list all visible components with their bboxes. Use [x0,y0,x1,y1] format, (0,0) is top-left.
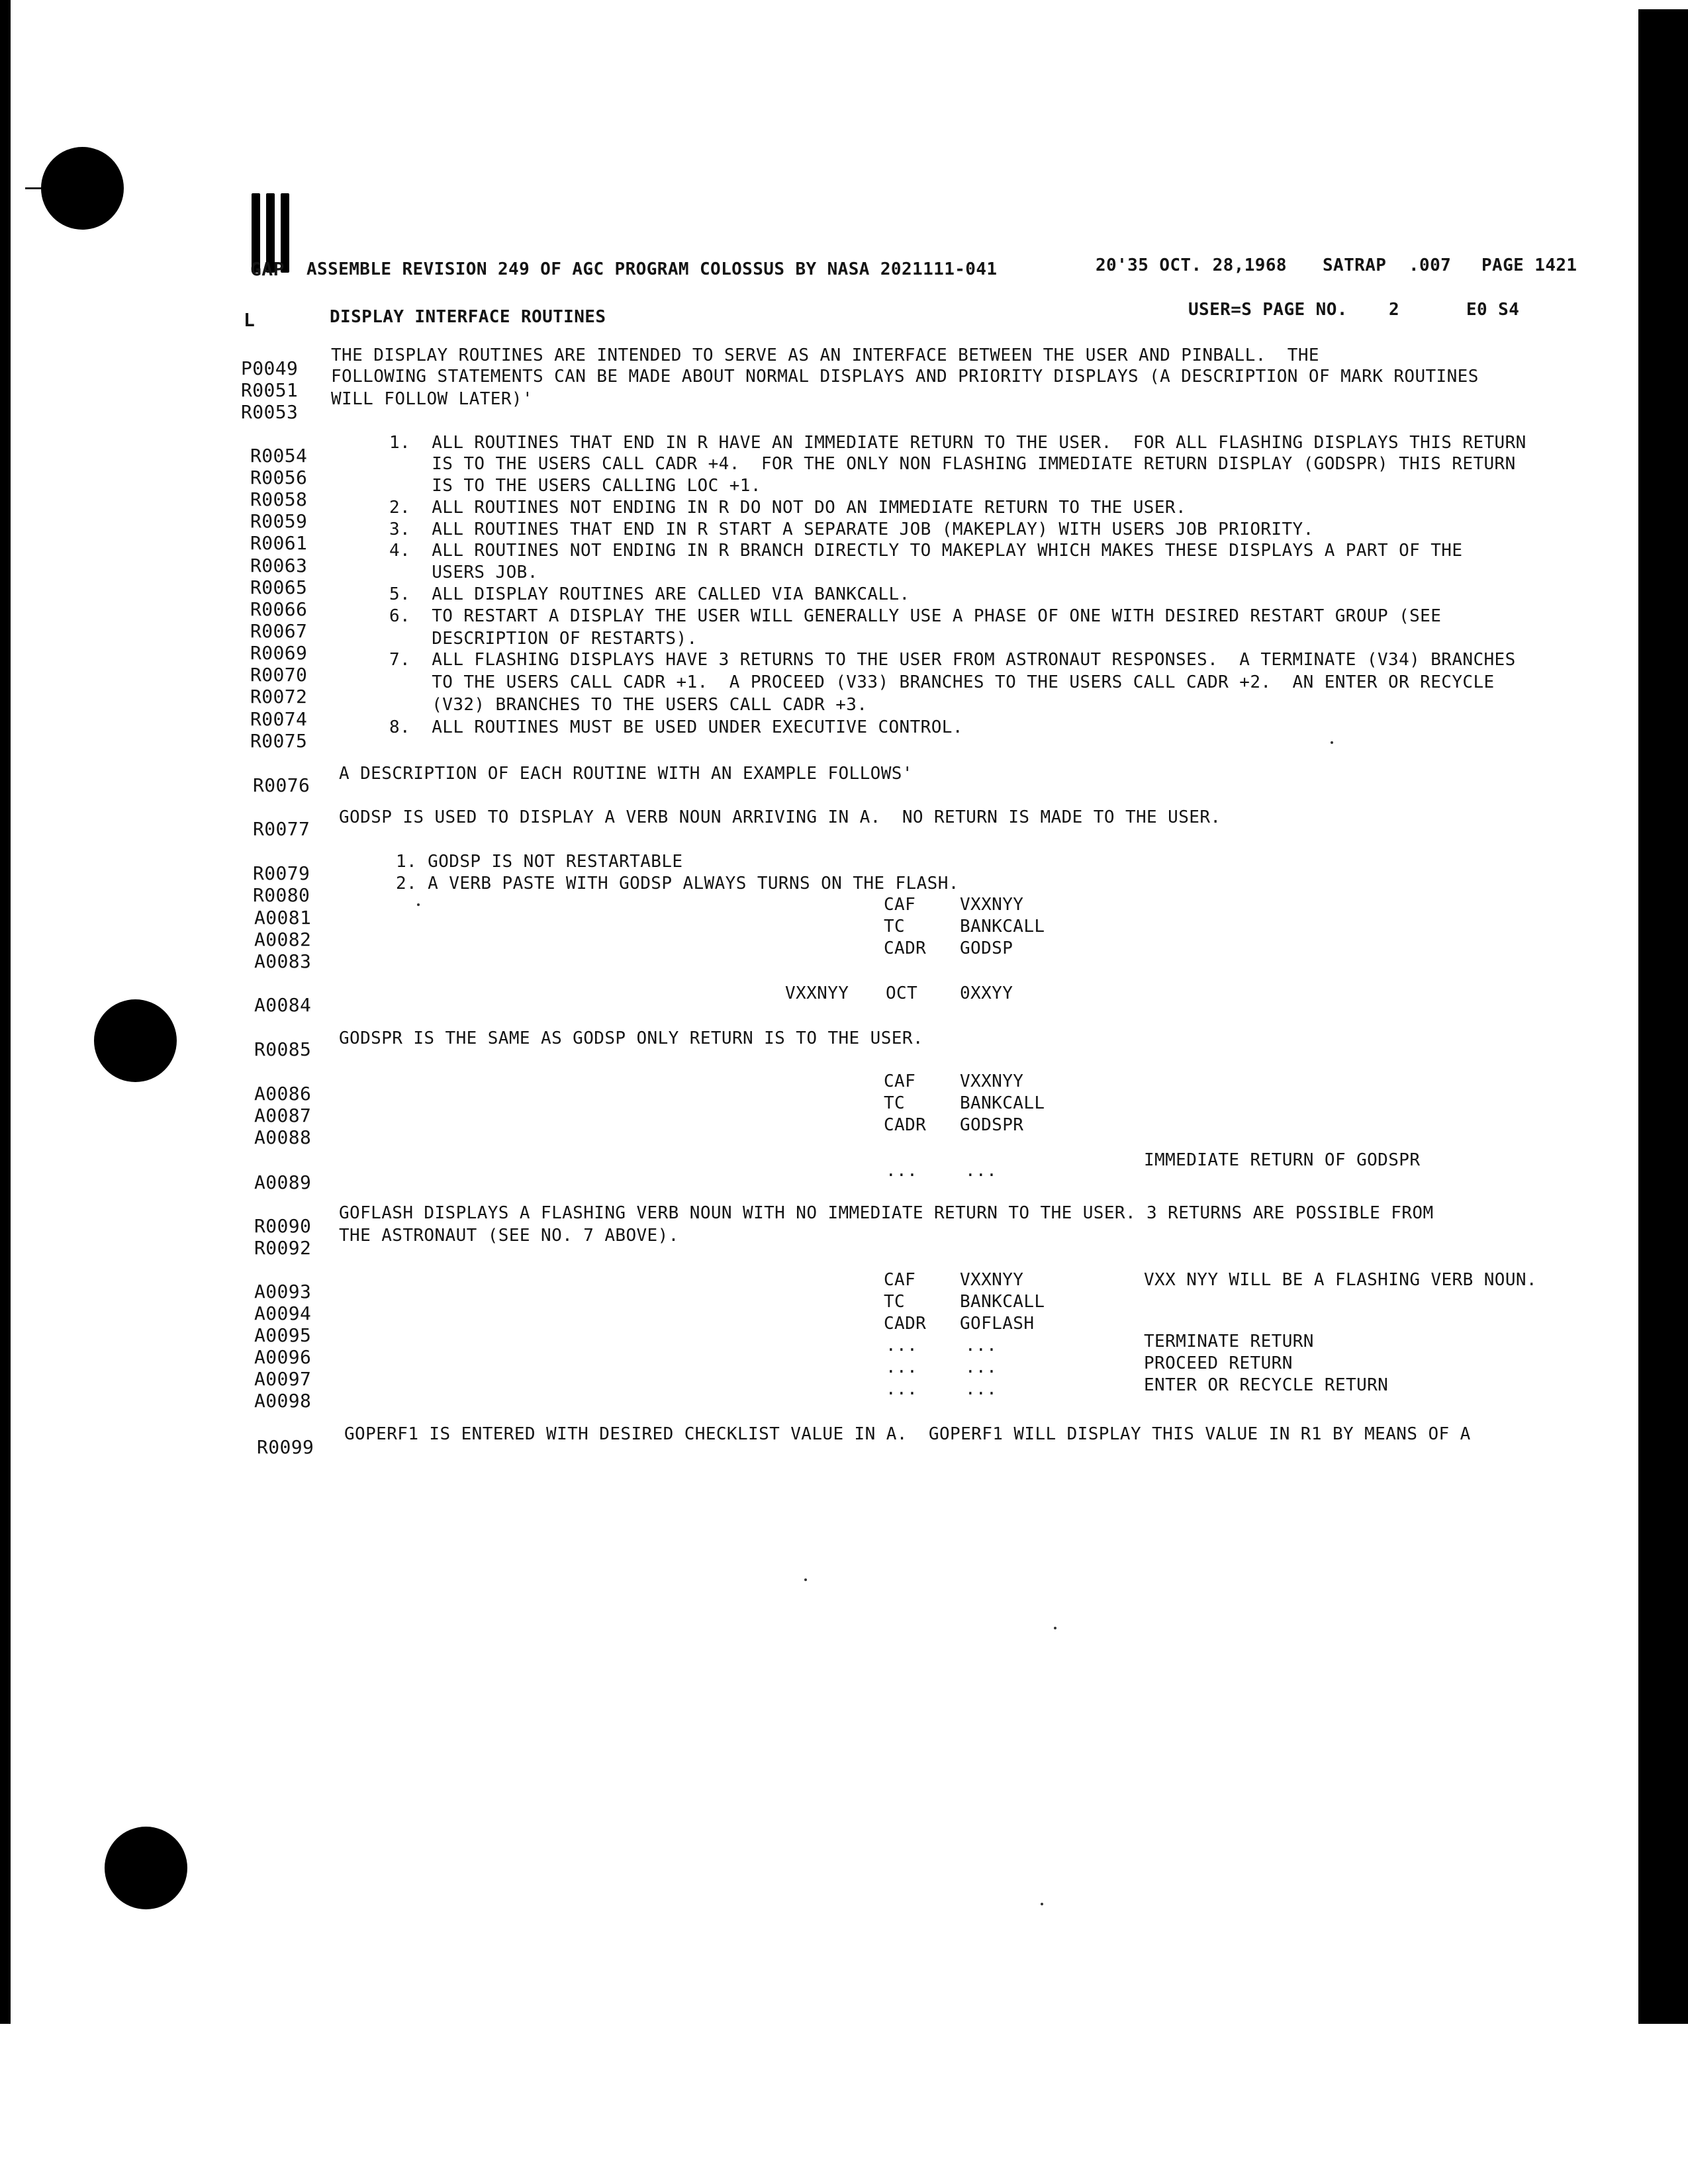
line-id: R0067 [250,620,308,642]
scan-speck [1331,741,1333,744]
line-id: R0090 [254,1215,312,1237]
line-id: A0086 [254,1083,312,1105]
code-arg: BANKCALL [960,917,1045,936]
left-scan-edge [0,0,11,2025]
line-id: R0080 [253,884,310,906]
header-version: .007 [1409,255,1452,275]
code-arg: ... [965,1336,998,1355]
line-id: R0074 [250,708,308,730]
line-text: 2. A VERB PASTE WITH GODSP ALWAYS TURNS ON THE FLASH. [396,874,959,893]
column-letter: L [244,309,256,331]
line-text: 7. ALL FLASHING DISPLAYS HAVE 3 RETURNS TO THE USER FROM ASTRONAUT RESPONSES. A TERMINATE (V34) BRANCHES [389,650,1516,670]
code-op: CAF [884,895,916,915]
code-comment: TERMINATE RETURN [1144,1332,1314,1351]
code-op: TC [884,1093,906,1113]
line-text: 5. ALL DISPLAY ROUTINES ARE CALLED VIA BANKCALL. [389,584,910,604]
line-id: R0061 [250,532,308,554]
users-page-number: 2 [1389,300,1400,320]
line-text: GOFLASH DISPLAYS A FLASHING VERB NOUN WITH NO IMMEDIATE RETURN TO THE USER. 3 RETURNS ARE POSSIBLE FROM [339,1203,1434,1223]
line-id: A0098 [254,1390,312,1412]
line-id: A0083 [254,950,312,972]
line-id: R0065 [250,576,308,598]
line-text: WILL FOLLOW LATER)' [331,389,534,409]
line-id: R0076 [253,774,310,796]
header-assembly-title: ASSEMBLE REVISION 249 OF AGC PROGRAM COLOSSUS BY NASA 2021111-041 [306,259,998,279]
punch-hole-middle [94,999,177,1082]
scan-speck [417,903,420,906]
line-id: A0084 [254,994,312,1016]
code-arg: GODSP [960,938,1013,958]
line-text: 1. GODSP IS NOT RESTARTABLE [396,852,683,872]
code-comment: IMMEDIATE RETURN OF GODSPR [1144,1150,1421,1170]
code-op: ... [886,1379,918,1399]
line-id: A0093 [254,1281,312,1302]
line-id: R0058 [250,488,308,510]
code-op: CADR [884,1314,927,1334]
line-id: A0094 [254,1302,312,1324]
line-id: R0085 [254,1038,312,1060]
code-label: VXXNYY [785,983,849,1003]
header-time: 20'35 OCT. 28,1968 [1096,255,1287,275]
line-text: USERS JOB. [389,563,538,582]
line-id: A0095 [254,1324,312,1346]
code-arg: VXXNYY [960,1071,1024,1091]
line-text: 8. ALL ROUTINES MUST BE USED UNDER EXECUTIVE CONTROL. [389,717,963,737]
code-arg: GODSPR [960,1115,1024,1135]
header-prefix: GAP [250,258,285,280]
line-text: IS TO THE USERS CALLING LOC +1. [389,476,761,496]
line-id: R0054 [250,445,308,467]
header-code: E0 S4 [1466,300,1520,320]
line-id: A0097 [254,1368,312,1390]
code-arg: ... [965,1161,998,1181]
line-id: R0099 [257,1436,314,1458]
code-op: ... [886,1357,918,1377]
code-arg: BANKCALL [960,1093,1045,1113]
bottom-margin [0,2024,1688,2184]
line-text: 4. ALL ROUTINES NOT ENDING IN R BRANCH DIRECTLY TO MAKEPLAY WHICH MAKES THESE DISPLAYS A PART OF THE [389,541,1463,561]
line-id: R0072 [250,686,308,707]
line-text: THE DISPLAY ROUTINES ARE INTENDED TO SERVE AS AN INTERFACE BETWEEN THE USER AND PINBALL. THE [331,345,1319,365]
line-text: GODSP IS USED TO DISPLAY A VERB NOUN ARRIVING IN A. NO RETURN IS MADE TO THE USER. [339,807,1221,827]
line-id: A0081 [254,907,312,929]
line-text: 2. ALL ROUTINES NOT ENDING IN R DO NOT DO AN IMMEDIATE RETURN TO THE USER. [389,498,1186,518]
code-op: CADR [884,938,927,958]
code-op: CAF [884,1270,916,1290]
scan-speck [1041,1903,1043,1905]
line-id: A0087 [254,1105,312,1126]
line-text: TO THE USERS CALL CADR +1. A PROCEED (V33) BRANCHES TO THE USERS CALL CADR +2. AN ENTER OR RECYCLE [389,672,1495,692]
line-id: R0063 [250,555,308,576]
code-arg: BANKCALL [960,1292,1045,1312]
line-text: IS TO THE USERS CALL CADR +4. FOR THE ONLY NON FLASHING IMMEDIATE RETURN DISPLAY (GODSPR) THIS RETURN [389,454,1516,474]
line-text: 6. TO RESTART A DISPLAY THE USER WILL GENERALLY USE A PHASE OF ONE WITH DESIRED RESTART GROUP (SEE [389,606,1442,626]
line-id: A0096 [254,1346,312,1368]
line-id: A0089 [254,1171,312,1193]
line-id: R0070 [250,664,308,686]
line-text: THE ASTRONAUT (SEE NO. 7 ABOVE). [339,1226,679,1246]
line-id: R0066 [250,598,308,620]
line-id: R0075 [250,730,308,752]
code-op: TC [884,1292,906,1312]
code-op: ... [886,1336,918,1355]
line-id: A0088 [254,1126,312,1148]
line-id: A0082 [254,929,312,950]
header-page-number: PAGE 1421 [1481,255,1577,275]
scan-speck [804,1578,807,1581]
line-id: R0051 [241,379,299,401]
code-arg: GOFLASH [960,1314,1035,1334]
line-id: P0049 [241,357,299,379]
line-id: R0056 [250,467,308,488]
code-op: ... [886,1161,918,1181]
line-id: R0092 [254,1237,312,1259]
line-text: 3. ALL ROUTINES THAT END IN R START A SEPARATE JOB (MAKEPLAY) WITH USERS JOB PRIORITY. [389,520,1314,539]
section-title: DISPLAY INTERFACE ROUTINES [330,307,606,327]
code-op: CAF [884,1071,916,1091]
line-text: 1. ALL ROUTINES THAT END IN R HAVE AN IMMEDIATE RETURN TO THE USER. FOR ALL FLASHING DISPLAYS THIS RETURN [389,433,1526,453]
line-text: A DESCRIPTION OF EACH ROUTINE WITH AN EXAMPLE FOLLOWS' [339,764,913,784]
scan-speck [1054,1627,1056,1629]
code-op: OCT [886,983,918,1003]
code-op: CADR [884,1115,927,1135]
code-arg: 0XXYY [960,983,1013,1003]
right-scan-edge [1638,9,1688,2025]
punch-hole-bottom [105,1827,187,1909]
line-id: R0069 [250,642,308,664]
line-id: R0059 [250,510,308,532]
code-comment: ENTER OR RECYCLE RETURN [1144,1375,1389,1395]
header-satrap: SATRAP [1323,255,1387,275]
line-id: R0077 [253,818,310,840]
line-text: GOPERF1 IS ENTERED WITH DESIRED CHECKLIST VALUE IN A. GOPERF1 WILL DISPLAY THIS VALUE IN R1 BY MEANS OF A [344,1424,1471,1444]
code-arg: ... [965,1379,998,1399]
line-id: R0079 [253,862,310,884]
code-arg: ... [965,1357,998,1377]
users-page-label: USER=S PAGE NO. [1188,300,1348,320]
code-op: TC [884,917,906,936]
code-comment: PROCEED RETURN [1144,1353,1293,1373]
code-comment: VXX NYY WILL BE A FLASHING VERB NOUN. [1144,1270,1537,1290]
code-arg: VXXNYY [960,895,1024,915]
code-arg: VXXNYY [960,1270,1024,1290]
line-id: R0053 [241,401,299,423]
punch-hole-top [41,147,124,230]
line-text: (V32) BRANCHES TO THE USERS CALL CADR +3. [389,695,868,715]
line-text: GODSPR IS THE SAME AS GODSP ONLY RETURN IS TO THE USER. [339,1028,923,1048]
line-text: FOLLOWING STATEMENTS CAN BE MADE ABOUT NORMAL DISPLAYS AND PRIORITY DISPLAYS (A DESCRIPTION OF MARK ROUTINES [331,367,1479,387]
line-text: DESCRIPTION OF RESTARTS). [389,629,698,649]
